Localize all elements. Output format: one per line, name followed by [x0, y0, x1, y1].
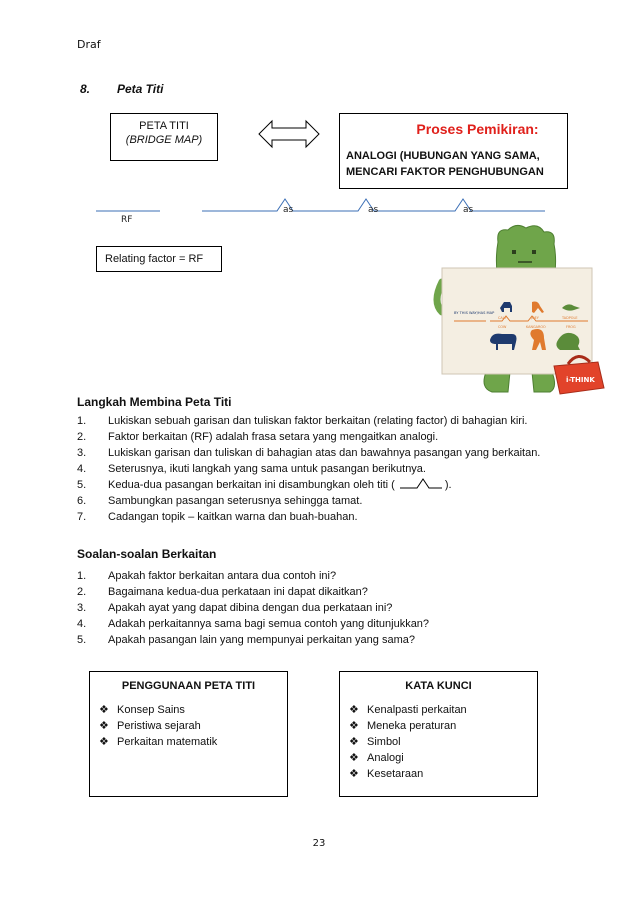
bridge-box-line2: (BRIDGE MAP) — [125, 134, 203, 146]
keyword-list — [349, 702, 467, 782]
word-frog: FROG — [566, 325, 576, 329]
list-item — [77, 632, 577, 648]
as-label-3: as — [463, 205, 474, 215]
list-item — [77, 616, 577, 632]
bridge-symbol-icon — [399, 477, 443, 489]
word-cow: COW — [498, 325, 507, 329]
list-item — [77, 445, 577, 461]
diamond-bullet-icon: ❖ — [99, 720, 109, 732]
diamond-bullet-icon: ❖ — [349, 768, 359, 780]
usage-item-text: Peristiwa sejarah — [117, 720, 201, 732]
step-text: Kedua-dua pasangan berkaitan ini disambungkan oleh titi ( — [108, 479, 395, 491]
thinking-process-line2: MENCARI FAKTOR PENGHUBUNGAN — [346, 166, 544, 178]
questions-heading: Soalan-soalan Berkaitan — [77, 547, 217, 561]
usage-item-text: Perkaitan matematik — [117, 736, 218, 748]
diamond-bullet-icon: ❖ — [349, 736, 359, 748]
bridge-box-line1: PETA TITI — [139, 120, 189, 132]
list-item — [77, 461, 577, 477]
step-number: 6. — [77, 495, 87, 507]
list-item — [77, 568, 577, 584]
word-joey: JOEY — [531, 316, 539, 320]
ithink-brand: i-THINK — [566, 376, 595, 384]
diamond-bullet-icon: ❖ — [99, 736, 109, 748]
word-calf: CALF — [498, 316, 507, 320]
list-item — [99, 734, 217, 750]
question-text: Adakah perkaitannya sama bagi semua contoh yang ditunjukkan? — [108, 618, 430, 630]
step-text: Sambungkan pasangan seterusnya sehingga tamat. — [108, 495, 363, 507]
step-number: 7. — [77, 511, 87, 523]
keyword-item-text: Analogi — [367, 752, 404, 764]
rf-label: RF — [121, 215, 133, 225]
diamond-bullet-icon: ❖ — [349, 752, 359, 764]
list-item — [99, 702, 217, 718]
step-text: Lukiskan garisan dan tuliskan di bahagian atas dan bawahnya pasangan yang berkaitan. — [108, 447, 541, 459]
list-item — [349, 766, 467, 782]
page-number: 23 — [312, 838, 326, 849]
board-banner: BY THIS WAY/HAS MAP — [454, 311, 495, 315]
thinking-process-text — [346, 148, 544, 180]
steps-list — [77, 413, 577, 525]
list-item — [77, 477, 577, 493]
as-label-2: as — [368, 205, 379, 215]
relating-factor-box: Relating factor = RF — [96, 246, 222, 272]
question-text: Apakah faktor berkaitan antara dua contoh ini? — [108, 570, 337, 582]
question-text: Apakah pasangan lain yang mempunyai perkaitan yang sama? — [108, 634, 415, 646]
bridge-map-box — [110, 113, 218, 161]
list-item — [77, 429, 577, 445]
section-number: 8. — [80, 82, 91, 96]
step-number: 5. — [77, 479, 87, 491]
list-item — [349, 702, 467, 718]
question-number: 2. — [77, 586, 87, 598]
question-number: 1. — [77, 570, 87, 582]
thinking-process-title: Proses Pemikiran: — [416, 121, 539, 137]
steps-heading: Langkah Membina Peta Titi — [77, 395, 232, 409]
diamond-bullet-icon: ❖ — [99, 704, 109, 716]
list-item — [77, 600, 577, 616]
keyword-box-title: KATA KUNCI — [405, 680, 472, 692]
step-text-end: ). — [444, 479, 452, 491]
list-item — [77, 584, 577, 600]
usage-list — [99, 702, 217, 750]
double-arrow-icon — [258, 119, 320, 149]
question-number: 4. — [77, 618, 87, 630]
list-item — [77, 493, 577, 509]
as-label-1: as — [283, 205, 294, 215]
step-text: Lukiskan sebuah garisan dan tuliskan faktor berkaitan (relating factor) di bahagian kiri. — [108, 415, 528, 427]
question-number: 3. — [77, 602, 87, 614]
bridge-line-diagram — [90, 195, 550, 217]
step-text: Faktor berkaitan (RF) adalah frasa setara yang mengaitkan analogi. — [108, 431, 439, 443]
usage-item-text: Konsep Sains — [117, 704, 185, 716]
word-kangaroo: KANGAROO — [526, 325, 546, 329]
list-item — [349, 750, 467, 766]
questions-list — [77, 568, 577, 648]
word-tadpole: TADPOLE — [562, 316, 578, 320]
keyword-box — [339, 671, 538, 797]
list-item — [77, 509, 577, 525]
usage-box-title: PENGGUNAAN PETA TITI — [121, 680, 256, 692]
usage-box — [89, 671, 288, 797]
list-item — [99, 718, 217, 734]
keyword-item-text: Kesetaraan — [367, 768, 424, 780]
step-number: 1. — [77, 415, 87, 427]
question-number: 5. — [77, 634, 87, 646]
list-item — [77, 413, 577, 429]
thinking-process-box — [339, 113, 568, 189]
list-item — [349, 734, 467, 750]
question-text: Bagaimana kedua-dua perkataan ini dapat dikaitkan? — [108, 586, 368, 598]
diamond-bullet-icon: ❖ — [349, 720, 359, 732]
step-number: 4. — [77, 463, 87, 475]
draft-label: Draf — [77, 38, 101, 51]
diamond-bullet-icon: ❖ — [349, 704, 359, 716]
list-item — [349, 718, 467, 734]
step-number: 2. — [77, 431, 87, 443]
keyword-item-text: Meneka peraturan — [367, 720, 457, 732]
section-title: Peta Titi — [117, 82, 164, 96]
thinking-process-line1: ANALOGI (HUBUNGAN YANG SAMA, — [346, 150, 540, 162]
keyword-item-text: Kenalpasti perkaitan — [367, 704, 467, 716]
question-text: Apakah ayat yang dapat dibina dengan dua perkataan ini? — [108, 602, 393, 614]
ithink-monster-illustration — [428, 222, 608, 400]
step-number: 3. — [77, 447, 87, 459]
step-text: Cadangan topik – kaitkan warna dan buah-buahan. — [108, 511, 358, 523]
keyword-item-text: Simbol — [367, 736, 401, 748]
step-text: Seterusnya, ikuti langkah yang sama untuk pasangan berikutnya. — [108, 463, 426, 475]
picture-board — [442, 268, 592, 374]
